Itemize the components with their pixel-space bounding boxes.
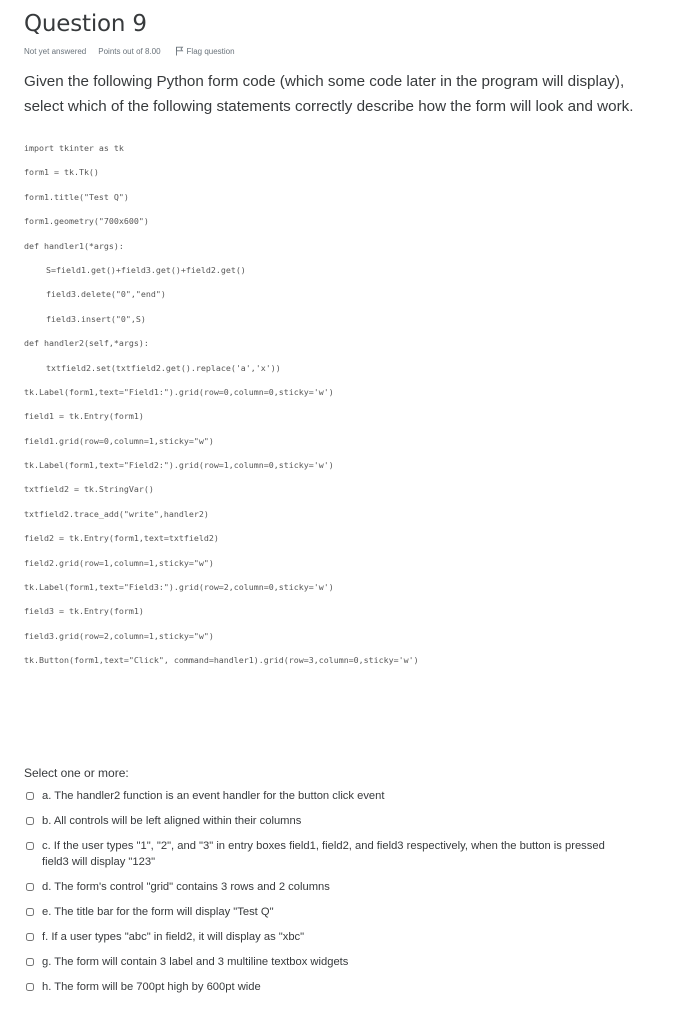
code-line: field3.grid(row=2,column=1,sticky="w") <box>24 630 214 641</box>
answer-option[interactable] <box>24 979 684 995</box>
question-prompt: Given the following Python form code (which some code later in the program will display), select which of the following statements correctly describe how the form will look and work. <box>24 73 634 115</box>
code-line: tk.Label(form1,text="Field2:").grid(row=1,column=0,sticky='w') <box>24 460 334 471</box>
flag-question-link[interactable] <box>175 46 235 56</box>
code-line: S=field1.get()+field3.get()+field2.get() <box>46 264 246 275</box>
question-meta <box>24 44 684 58</box>
code-line: field2 = tk.Entry(form1,text=txtfield2) <box>24 533 219 544</box>
answer-checkbox[interactable] <box>26 792 34 800</box>
select-instruction: Select one or more: <box>24 766 129 780</box>
answer-checkbox[interactable] <box>26 983 34 991</box>
question-status: Not yet answered <box>24 46 87 56</box>
answer-option[interactable] <box>24 813 684 829</box>
code-line: tk.Label(form1,text="Field3:").grid(row=2,column=0,sticky='w') <box>24 582 334 593</box>
answer-option[interactable] <box>24 954 684 970</box>
answer-option[interactable] <box>24 879 684 895</box>
code-line: form1.title("Test Q") <box>24 191 129 202</box>
code-line: tk.Button(form1,text="Click", command=handler1).grid(row=3,column=0,sticky='w') <box>24 655 419 666</box>
answer-option-label: e. The title bar for the form will display "Test Q" <box>42 906 274 918</box>
code-line: txtfield2 = tk.StringVar() <box>24 484 154 495</box>
answer-checkbox[interactable] <box>26 817 34 825</box>
answer-option[interactable] <box>24 838 684 870</box>
code-line: txtfield2.trace_add("write",handler2) <box>24 508 209 519</box>
answer-option-label: h. The form will be 700pt high by 600pt wide <box>42 981 261 993</box>
answer-checkbox[interactable] <box>26 933 34 941</box>
flag-icon <box>175 46 184 56</box>
code-line: field1 = tk.Entry(form1) <box>24 411 144 422</box>
answer-block <box>24 765 684 995</box>
code-line: field1.grid(row=0,column=1,sticky="w") <box>24 435 214 446</box>
answer-option-label: b. All controls will be left aligned within their columns <box>42 815 302 827</box>
answer-checkbox[interactable] <box>26 883 34 891</box>
answer-checkbox[interactable] <box>26 958 34 966</box>
answer-checkbox[interactable] <box>26 908 34 916</box>
code-line: field3.insert("0",S) <box>46 313 146 324</box>
question-container <box>24 8 684 993</box>
answer-option-label: d. The form's control "grid" contains 3 rows and 2 columns <box>42 881 330 893</box>
answer-option-label: g. The form will contain 3 label and 3 multiline textbox widgets <box>42 956 349 968</box>
answer-option-label: f. If a user types "abc" in field2, it will display as "xbc" <box>42 931 305 943</box>
answer-option-label: c. If the user types "1", "2", and "3" in entry boxes field1, field2, and field3 respectively, when the button is pressed field3 will display "123" <box>42 840 605 868</box>
answer-option[interactable] <box>24 788 684 804</box>
code-line: field3 = tk.Entry(form1) <box>24 606 144 617</box>
code-line: import tkinter as tk <box>24 143 124 153</box>
question-points: Points out of 8.00 <box>98 46 161 56</box>
answer-option[interactable] <box>24 929 684 945</box>
code-line: form1 = tk.Tk() <box>24 167 99 178</box>
question-title: Question 9 <box>24 11 147 37</box>
code-line: txtfield2.set(txtfield2.get().replace('a','x')) <box>46 362 281 373</box>
code-block <box>24 136 684 673</box>
code-line: tk.Label(form1,text="Field1:").grid(row=0,column=0,sticky='w') <box>24 386 334 397</box>
code-line: form1.geometry("700x600") <box>24 216 149 227</box>
code-line: def handler2(self,*args): <box>24 338 149 349</box>
code-line: field2.grid(row=1,column=1,sticky="w") <box>24 557 214 568</box>
code-line: field3.delete("0","end") <box>46 289 166 300</box>
answer-option[interactable] <box>24 904 684 920</box>
answer-checkbox[interactable] <box>26 842 34 850</box>
answer-options <box>24 788 684 995</box>
flag-question-label: Flag question <box>186 46 235 56</box>
answer-option-label: a. The handler2 function is an event handler for the button click event <box>42 790 385 802</box>
code-line: def handler1(*args): <box>24 240 124 251</box>
